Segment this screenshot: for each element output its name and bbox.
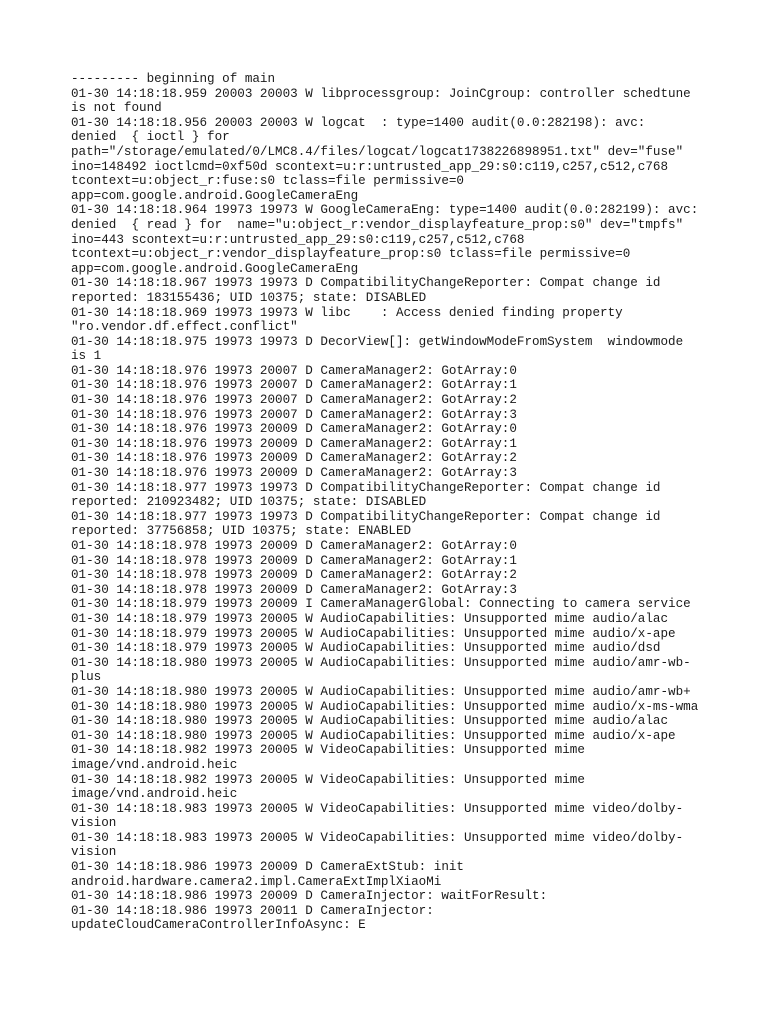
log-line: is not found [71,101,162,116]
log-line: 01-30 14:18:18.980 19973 20005 W AudioCapabilities: Unsupported mime audio/x-ms-wma [71,699,699,714]
log-line: 01-30 14:18:18.978 19973 20009 D CameraManager2: GotArray:3 [71,582,517,597]
log-line: "ro.vendor.df.effect.conflict" [71,320,298,335]
log-line: 01-30 14:18:18.976 19973 20009 D CameraManager2: GotArray:2 [71,451,517,466]
log-line: 01-30 14:18:18.976 19973 20007 D CameraManager2: GotArray:2 [71,393,517,408]
log-line: --------- beginning of main [71,72,276,86]
log-line: 01-30 14:18:18.976 19973 20009 D CameraManager2: GotArray:1 [71,436,517,451]
log-line: tcontext=u:object_r:fuse:s0 tclass=file permissive=0 [71,174,464,189]
log-line: plus [71,670,102,685]
log-line: tcontext=u:object_r:vendor_displayfeature_prop:s0 tclass=file permissive=0 [71,247,631,262]
log-line: app=com.google.android.GoogleCameraEng [71,188,359,203]
log-line: 01-30 14:18:18.978 19973 20009 D CameraManager2: GotArray:0 [71,539,517,553]
log-line: is 1 [71,349,102,364]
log-line: 01-30 14:18:18.975 19973 19973 D DecorView[]: getWindowModeFromSystem windowmode [71,334,684,349]
log-line: 01-30 14:18:18.983 19973 20005 W VideoCapabilities: Unsupported mime video/dolby- [71,830,684,845]
log-line: 01-30 14:18:18.977 19973 19973 D CompatibilityChangeReporter: Compat change id [71,509,661,524]
log-line: 01-30 14:18:18.980 19973 20005 W AudioCapabilities: Unsupported mime audio/amr-wb+ [71,684,691,699]
log-line: 01-30 14:18:18.980 19973 20005 W AudioCapabilities: Unsupported mime audio/x-ape [71,728,676,743]
log-line: android.hardware.camera2.impl.CameraExtImplXiaoMi [71,874,442,889]
log-line: 01-30 14:18:18.956 20003 20003 W logcat : type=1400 audit(0.0:282198): avc: [71,115,646,130]
log-line: reported: 210923482; UID 10375; state: DISABLED [71,495,427,510]
log-line: 01-30 14:18:18.982 19973 20005 W VideoCapabilities: Unsupported mime [71,772,585,787]
log-line: 01-30 14:18:18.979 19973 20005 W AudioCapabilities: Unsupported mime audio/dsd [71,641,661,656]
log-line: vision [71,816,117,831]
log-line: reported: 37756858; UID 10375; state: ENABLED [71,524,412,539]
log-line: 01-30 14:18:18.964 19973 19973 W GoogleCameraEng: type=1400 audit(0.0:282199): avc: [71,203,699,218]
log-line: 01-30 14:18:18.979 19973 20005 W AudioCapabilities: Unsupported mime audio/alac [71,611,669,626]
log-line: denied { ioctl } for [71,130,230,145]
log-line: 01-30 14:18:18.980 19973 20005 W AudioCapabilities: Unsupported mime audio/amr-wb- [71,655,691,670]
log-line: ino=148492 ioctlcmd=0xf50d scontext=u:r:untrusted_app_29:s0:c119,c257,c512,c768 [71,159,669,174]
log-line: 01-30 14:18:18.976 19973 20007 D CameraManager2: GotArray:0 [71,363,517,378]
log-line: updateCloudCameraControllerInfoAsync: E [71,918,366,933]
log-line: app=com.google.android.GoogleCameraEng [71,261,359,276]
log-line: 01-30 14:18:18.969 19973 19973 W libc : Access denied finding property [71,305,623,320]
log-line: 01-30 14:18:18.976 19973 20009 D CameraManager2: GotArray:0 [71,422,517,437]
log-line: reported: 183155436; UID 10375; state: DISABLED [71,290,427,305]
log-line: 01-30 14:18:18.983 19973 20005 W VideoCapabilities: Unsupported mime video/dolby- [71,801,684,816]
log-line: 01-30 14:18:18.977 19973 19973 D CompatibilityChangeReporter: Compat change id [71,480,661,495]
log-line: 01-30 14:18:18.979 19973 20009 I CameraManagerGlobal: Connecting to camera service [71,597,691,612]
log-document [71,72,711,933]
log-line: image/vnd.android.heic [71,787,238,802]
log-line: ino=443 scontext=u:r:untrusted_app_29:s0:c119,c257,c512,c768 [71,232,525,247]
log-line: 01-30 14:18:18.982 19973 20005 W VideoCapabilities: Unsupported mime [71,743,585,758]
log-line: 01-30 14:18:18.986 19973 20011 D CameraInjector: [71,903,434,918]
log-line: 01-30 14:18:18.986 19973 20009 D CameraExtStub: init [71,860,464,875]
log-line: 01-30 14:18:18.976 19973 20007 D CameraManager2: GotArray:1 [71,378,517,393]
log-line: path="/storage/emulated/0/LMC8.4/files/logcat/logcat1738226898951.txt" dev="fuse" [71,144,684,159]
log-line: 01-30 14:18:18.976 19973 20007 D CameraManager2: GotArray:3 [71,407,517,422]
log-line: 01-30 14:18:18.986 19973 20009 D CameraInjector: waitForResult: [71,889,548,904]
log-line: 01-30 14:18:18.978 19973 20009 D CameraManager2: GotArray:1 [71,553,517,568]
log-line: 01-30 14:18:18.978 19973 20009 D CameraManager2: GotArray:2 [71,568,517,583]
log-line: 01-30 14:18:18.976 19973 20009 D CameraManager2: GotArray:3 [71,466,517,481]
log-line: 01-30 14:18:18.967 19973 19973 D CompatibilityChangeReporter: Compat change id [71,276,661,291]
log-line: vision [71,845,117,860]
log-line: image/vnd.android.heic [71,757,238,772]
log-line: 01-30 14:18:18.959 20003 20003 W libprocessgroup: JoinCgroup: controller schedtune [71,86,691,101]
log-line: 01-30 14:18:18.979 19973 20005 W AudioCapabilities: Unsupported mime audio/x-ape [71,626,676,641]
log-line: denied { read } for name="u:object_r:vendor_displayfeature_prop:s0" dev="tmpfs" [71,217,684,232]
log-line: 01-30 14:18:18.980 19973 20005 W AudioCapabilities: Unsupported mime audio/alac [71,714,669,729]
